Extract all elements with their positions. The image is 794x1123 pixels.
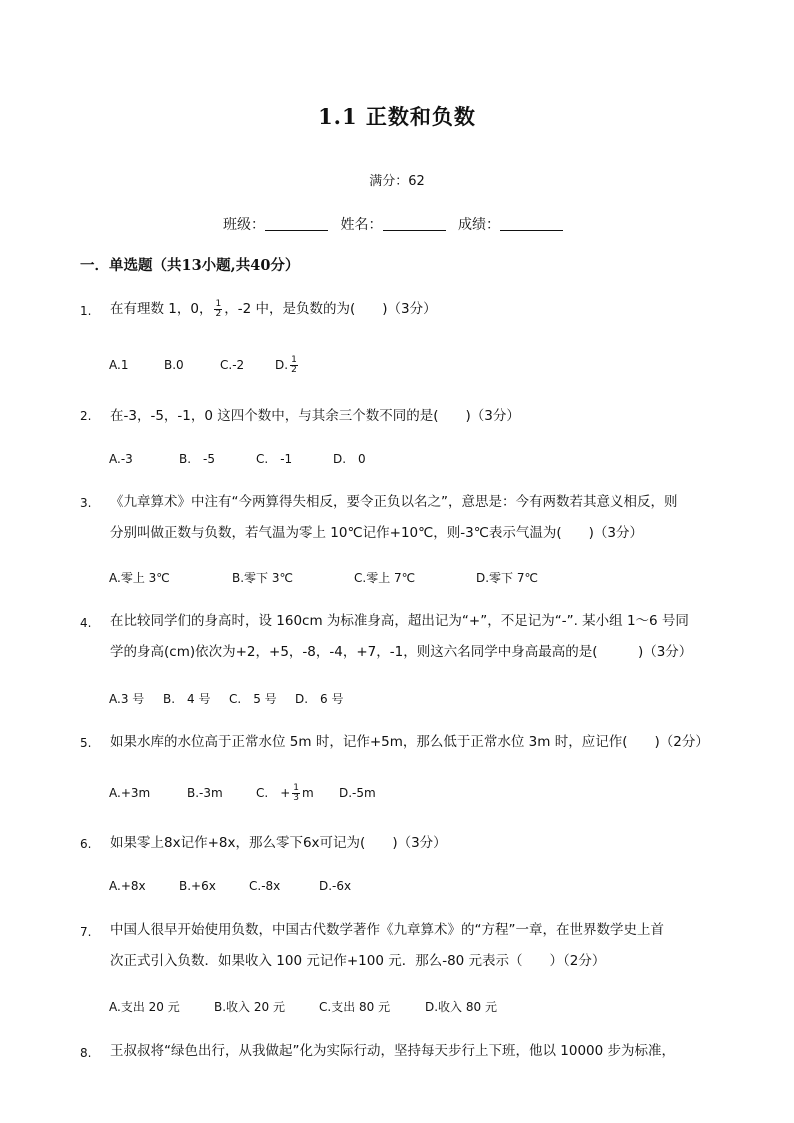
option-d[interactable]: D.-6x (319, 879, 352, 893)
option-d[interactable] (275, 356, 300, 375)
options-1 (109, 356, 300, 375)
option-a[interactable]: A.零上 3℃ (109, 571, 170, 585)
question-stem: 王叔叔将“绿色出行，从我做起”化为实际行动，坚持每天步行上下班，他以 10000 步为标准， (110, 1043, 676, 1059)
option-a[interactable]: A.-3 (109, 452, 133, 466)
option-b[interactable]: B. 4 号 (163, 692, 211, 706)
name-label: 姓名： (340, 217, 383, 233)
student-info-row (0, 214, 794, 234)
question-number: 3. (80, 496, 92, 510)
option-a[interactable]: A.+8x (109, 879, 146, 893)
options-7 (109, 998, 497, 1015)
class-blank (265, 216, 328, 231)
option-c[interactable] (256, 784, 339, 803)
question-number: 8. (80, 1046, 92, 1060)
option-d-label: D. (275, 358, 289, 372)
question-stem (110, 915, 710, 977)
fraction (292, 784, 300, 803)
option-c[interactable]: C.-2 (220, 358, 245, 372)
stem-part: 在有理数 1，0， (110, 301, 213, 317)
option-d[interactable]: D.零下 7℃ (476, 571, 538, 585)
question-stem (110, 294, 710, 325)
name-blank (383, 216, 446, 231)
option-a[interactable]: A.+3m (109, 786, 151, 800)
option-a[interactable]: A.支出 20 元 (109, 1000, 180, 1014)
option-c[interactable]: C.支出 80 元 (319, 1000, 391, 1014)
options-2 (109, 450, 366, 467)
option-c[interactable]: C. -1 (256, 452, 293, 466)
option-c[interactable]: C. 5 号 (229, 692, 277, 706)
options-3 (109, 569, 538, 586)
question-number: 7. (80, 925, 92, 939)
option-a[interactable]: A.1 (109, 358, 129, 372)
page-title: 1.1 正数和负数 (318, 104, 476, 129)
numerator: 1 (293, 783, 299, 793)
grade-label: 成绩： (457, 217, 500, 233)
question-number: 4. (80, 616, 92, 630)
denominator: 3 (293, 793, 299, 803)
section-heading: 一．单选题（共13小题,共40分） (80, 257, 300, 274)
unit: m (301, 786, 314, 800)
option-d[interactable]: D. 6 号 (295, 692, 344, 706)
denominator: 2 (215, 308, 222, 319)
option-c-label: C. + (256, 786, 291, 800)
stem-line: 《九章算术》中注有“今两算得失相反，要令正负以名之”，意思是：今有两数若其意义相反，则 (110, 494, 678, 510)
question-number: 5. (80, 736, 92, 750)
full-score: 满分：62 (369, 174, 425, 189)
class-label: 班级： (223, 217, 266, 233)
stem-line: 学的身高(cm)依次为+2，+5，-8，-4，+7，-1，则这六名同学中身高最高的是( )（3分） (110, 644, 693, 660)
option-c[interactable]: C.-8x (249, 879, 281, 893)
grade-blank (500, 216, 563, 231)
numerator: 1 (291, 355, 297, 365)
question-stem (110, 606, 710, 668)
option-c[interactable]: C.零上 7℃ (354, 571, 416, 585)
option-b[interactable]: B.+6x (179, 879, 216, 893)
options-4 (109, 690, 344, 707)
option-d[interactable]: D. 0 (333, 452, 366, 466)
stem-line: 中国人很早开始使用负数，中国古代数学著作《九章算术》的“方程”一章，在世界数学史上首 (110, 922, 664, 938)
question-stem (110, 487, 710, 549)
options-6 (109, 879, 351, 893)
option-a[interactable]: A.3 号 (109, 692, 145, 706)
question-number: 6. (80, 837, 92, 851)
stem-part: ，-2 中，是负数的为( )（3分） (224, 301, 437, 317)
question-stem: 如果零上8x记作+8x，那么零下6x可记为( )（3分） (110, 835, 447, 851)
option-b[interactable]: B.0 (164, 358, 184, 372)
numerator: 1 (215, 298, 222, 309)
question-stem: 在-3，-5，-1，0 这四个数中，与其余三个数不同的是( )（3分） (110, 408, 520, 424)
fraction (214, 300, 222, 319)
question-stem: 如果水库的水位高于正常水位 5m 时，记作+5m，那么低于正常水位 3m 时，应记作( )（2分） (110, 734, 709, 750)
denominator: 2 (291, 365, 297, 375)
options-5 (109, 784, 376, 803)
stem-line: 次正式引入负数．如果收入 100 元记作+100 元．那么-80 元表示（ ）（2分） (110, 953, 606, 969)
stem-line: 分别叫做正数与负数，若气温为零上 10℃记作+10℃，则-3℃表示气温为( )（3分） (110, 525, 644, 541)
option-b[interactable]: B.-3m (187, 786, 223, 800)
option-b[interactable]: B.收入 20 元 (214, 1000, 285, 1014)
option-b[interactable]: B. -5 (179, 452, 216, 466)
fraction (290, 356, 298, 375)
question-number: 1. (80, 304, 92, 318)
question-number: 2. (80, 409, 92, 423)
option-d[interactable]: D.-5m (339, 786, 376, 800)
option-d[interactable]: D.收入 80 元 (425, 1000, 497, 1014)
option-b[interactable]: B.零下 3℃ (232, 571, 293, 585)
stem-line: 在比较同学们的身高时，设 160cm 为标准身高，超出记为“+”，不足记为“-”. 某小组 1～6 号同 (110, 613, 689, 629)
